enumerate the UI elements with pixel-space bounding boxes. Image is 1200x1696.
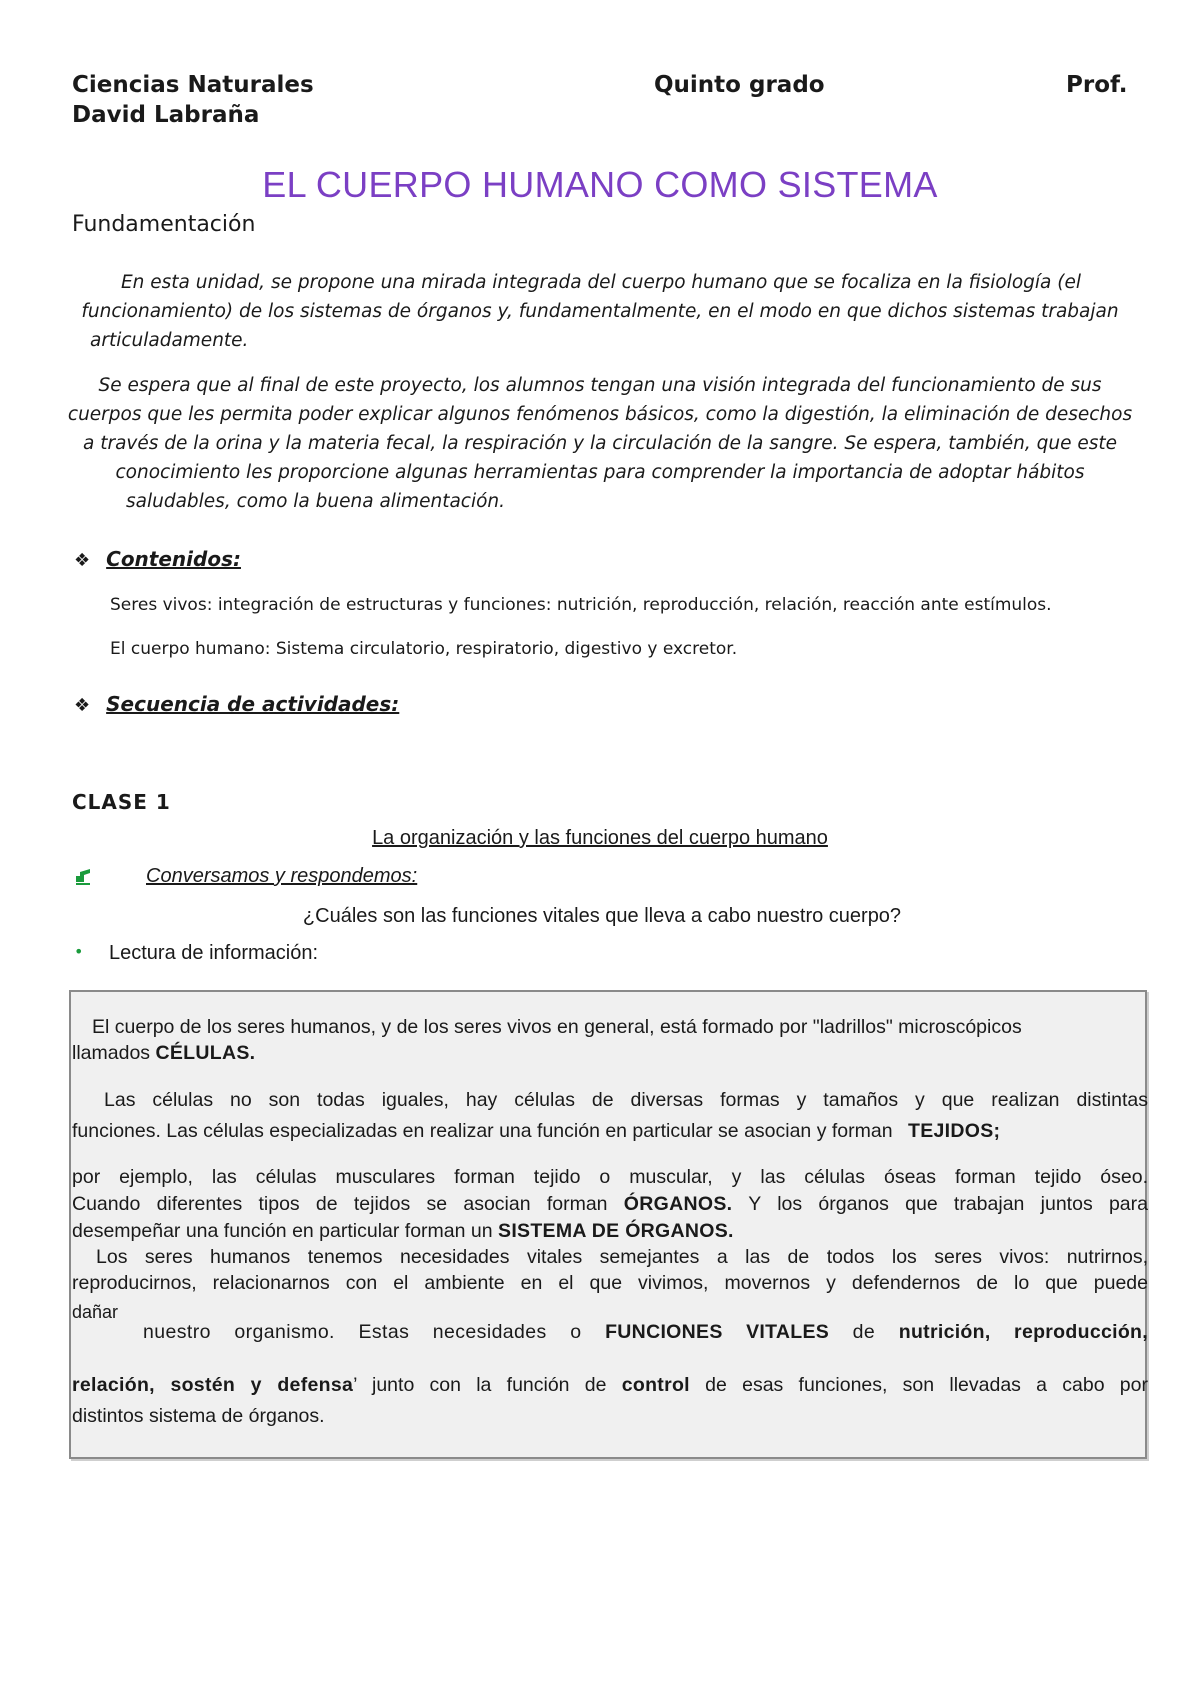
secuencia-label: Secuencia de actividades: bbox=[106, 692, 400, 716]
p2-line: saludables, como la buena alimentación. bbox=[126, 491, 506, 512]
clase-label: CLASE 1 bbox=[72, 790, 171, 814]
info-line: distintos sistema de órganos. bbox=[72, 1405, 325, 1427]
info-text: llamados bbox=[72, 1042, 156, 1064]
info-text: de esas funciones, son llevadas a cabo por bbox=[689, 1374, 1148, 1396]
info-line bbox=[72, 1374, 1148, 1397]
header-prof-name: David Labraña bbox=[72, 102, 260, 128]
info-line bbox=[72, 1042, 255, 1065]
contenidos-item: Seres vivos: integración de estructuras y funciones: nutrición, reproducción, relación, reacción ante estímulos. bbox=[110, 595, 1052, 615]
info-text: Los seres humanos tenemos necesidades vitales semejantes a las de todos los seres vivos: nutrirnos, bbox=[96, 1246, 1148, 1268]
info-bold-text: SISTEMA DE ÓRGANOS. bbox=[498, 1220, 734, 1242]
info-line bbox=[72, 1120, 1000, 1143]
page-title: EL CUERPO HUMANO COMO SISTEMA bbox=[262, 164, 938, 205]
info-bold-text: FUNCIONES VITALES bbox=[605, 1321, 830, 1343]
info-text: desempeñar una función en particular forman un bbox=[72, 1220, 499, 1242]
header-grade: Quinto grado bbox=[654, 72, 825, 98]
bullet-dot-icon: • bbox=[74, 942, 84, 961]
info-line: reproducirnos, relacionarnos con el ambiente en el que vivimos, movernos y defendernos de lo que puede bbox=[72, 1272, 1148, 1294]
fundamentacion-heading: Fundamentación bbox=[72, 212, 256, 237]
info-bold-text: ÓRGANOS. bbox=[623, 1193, 733, 1215]
info-text: Las células no son todas iguales, hay células de diversas formas y tamaños y que realizan distintas bbox=[104, 1089, 1148, 1111]
info-bold-text: control bbox=[621, 1374, 690, 1396]
info-text: ’ junto con la función de bbox=[353, 1374, 622, 1396]
p2-line: conocimiento les proporcione algunas herramientas para comprender la importancia de adoptar hábitos bbox=[115, 462, 1085, 483]
pencil-icon bbox=[74, 868, 92, 890]
fundamentacion-p2 bbox=[0, 371, 1200, 516]
diamond-bullet-icon: ❖ bbox=[74, 550, 91, 571]
contenidos-item: El cuerpo humano: Sistema circulatorio, respiratorio, digestivo y excretor. bbox=[110, 639, 738, 659]
conversamos-label: Conversamos y respondemos: bbox=[146, 865, 418, 887]
contenidos-label: Contenidos: bbox=[106, 547, 241, 571]
info-line: dañar bbox=[72, 1302, 119, 1322]
fundamentacion-p1 bbox=[0, 268, 1200, 355]
info-text: de bbox=[829, 1321, 899, 1343]
info-line: El cuerpo de los seres humanos, y de los seres vivos en general, está formado por "ladrillos" microscópicos bbox=[92, 1016, 1022, 1038]
p2-line: cuerpos que les permita poder explicar algunos fenómenos básicos, como la digestión, la eliminación de desechos bbox=[67, 404, 1133, 425]
info-line bbox=[72, 1220, 734, 1243]
info-line bbox=[143, 1321, 1148, 1344]
info-line bbox=[72, 1089, 1148, 1112]
info-text: nuestro organismo. Estas necesidades o bbox=[143, 1321, 606, 1343]
header-prof-prefix: Prof. bbox=[1066, 72, 1128, 98]
header-subject: Ciencias Naturales bbox=[72, 72, 314, 98]
clase-topic: La organización y las funciones del cuerpo humano bbox=[372, 827, 828, 849]
info-text: Y los órganos que trabajan juntos para bbox=[732, 1193, 1148, 1215]
info-text: Cuando diferentes tipos de tejidos se asocian forman bbox=[72, 1193, 624, 1215]
info-text: funciones. Las células especializadas en realizar una función en particular se asocian y forman bbox=[72, 1120, 898, 1142]
info-line bbox=[72, 1246, 1148, 1269]
p2-line: Se espera que al final de este proyecto, los alumnos tengan una visión integrada del funcionamiento de sus bbox=[98, 375, 1102, 396]
p1-line: En esta unidad, se propone una mirada integrada del cuerpo humano que se focaliza en la fisiología (el bbox=[120, 272, 1082, 293]
contenidos-heading bbox=[74, 547, 241, 571]
p2-line: a través de la orina y la materia fecal, la respiración y la circulación de la sangre. Se espera, también, que este bbox=[83, 433, 1117, 454]
info-bold-text: relación, sostén y defensa bbox=[72, 1374, 354, 1396]
info-bold-text: TEJIDOS; bbox=[907, 1120, 1001, 1142]
info-line bbox=[72, 1193, 1148, 1216]
info-bold-text: nutrición, reproducción, bbox=[898, 1321, 1148, 1343]
clase-question: ¿Cuáles son las funciones vitales que lleva a cabo nuestro cuerpo? bbox=[302, 905, 902, 927]
lectura-label: Lectura de información: bbox=[109, 942, 319, 964]
p1-line: articuladamente. bbox=[90, 330, 249, 351]
info-line: por ejemplo, las células musculares forman tejido o muscular, y las células óseas forman tejido óseo. bbox=[72, 1166, 1148, 1188]
secuencia-heading bbox=[74, 692, 399, 716]
info-bold-text: CÉLULAS. bbox=[155, 1042, 256, 1064]
diamond-bullet-icon: ❖ bbox=[74, 695, 91, 716]
p1-line: funcionamiento) de los sistemas de órganos y, fundamentalmente, en el modo en que dichos sistemas trabajan bbox=[81, 301, 1119, 322]
